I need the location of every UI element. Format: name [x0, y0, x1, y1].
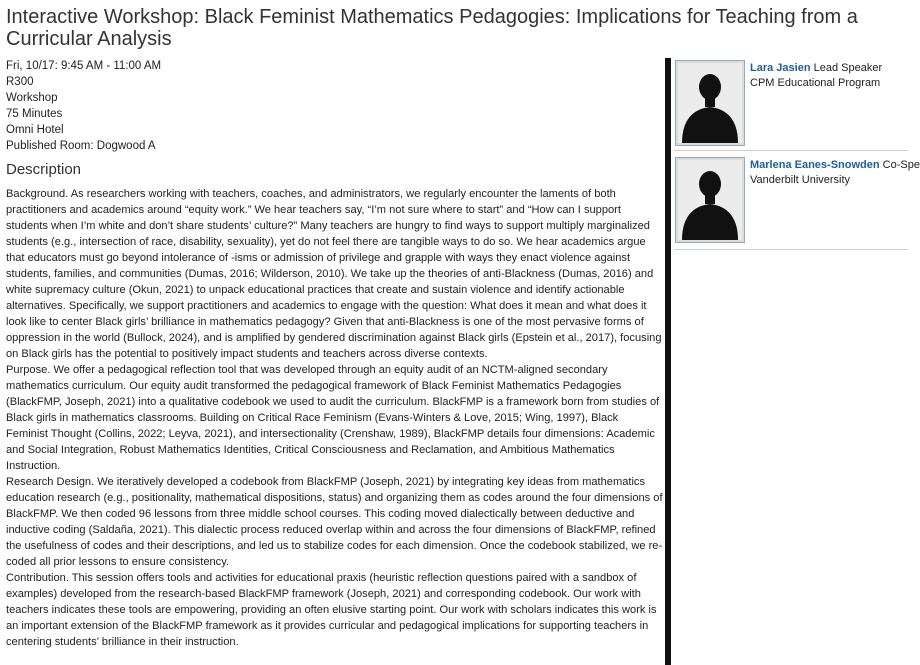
speaker-role: Lead Speaker	[813, 62, 883, 74]
speaker-name-link[interactable]: Lara Jasien	[750, 62, 811, 74]
column-divider	[665, 58, 671, 665]
session-published-room: Published Room: Dogwood A	[6, 140, 156, 152]
speaker-role: Co-Spe	[882, 159, 920, 171]
description-body	[6, 186, 663, 650]
speaker-info	[750, 61, 882, 91]
speaker-card	[674, 151, 920, 250]
description-heading: Description	[6, 161, 82, 178]
speaker-photo[interactable]	[675, 157, 745, 243]
description-paragraph-background: Background. As researchers working with teachers, coaches, and administrators, we regularly encounter the laments of both practitioners and academics around “equity work.” We hear teachers say, “I’m not sure where to start” and “How can I support students when I’m white and don’t share students’ culture?” Many teachers are hungry to find ways to support multiply marginalized students (e.g., intersection of race, disability, sexuality), yet do not feel there are tangible ways to do so. We hear academics argue that educators must go beyond intolerance of -isms or admission of privilege and grapple with ways they enact violence against students, families, and communities (Dumas, 2016; Wilderson, 2010). We take up the theories of anti-Blackness (Dumas, 2016) and white supremacy culture (Okun, 2021) to unpack educational practices that create and sustain violence and identify actionable alternatives. Specifically, we support practitioners and academics to engage with the question: What does it mean and what does it look like to center Black girls’ brilliance in mathematics pedagogy? Given that anti-Blackness is one of the most pervasive forms of oppression in the world (Bullock, 2024), and is amplified by gendered discrimination against Black girls (Epstein et al., 2017), focusing on Black girls has the potential to positively impact students and teachers across diverse contexts.	[6, 188, 662, 360]
session-venue: Omni Hotel	[6, 124, 64, 136]
description-paragraph-research-design: Research Design. We iteratively developed a codebook from BlackFMP (Joseph, 2021) by integrating key ideas from mathematics education research (e.g., positionality, mathematical dispositions, status) and organizing them as codes around the four dimensions of BlackFMP. We then coded 96 lessons from three middle school courses. This coding moved dialectically between deductive and inductive coding (Saldaña, 2021). This dialectic process reduced overlap within and across the four dimensions of BlackFMP, refined the usefulness of codes and their descriptions, and led us to stabilize codes for each dimension. Once the codebook stabilized, we re-coded all prior lessons to ensure consistency.	[6, 476, 663, 568]
speaker-organization: Vanderbilt University	[750, 174, 851, 186]
session-details	[6, 58, 161, 154]
page-title: Interactive Workshop: Black Feminist Mathematics Pedagogies: Implications for Teaching from a Curricular Analysis	[6, 6, 858, 50]
speaker-card	[674, 58, 908, 151]
speaker-photo[interactable]	[675, 60, 745, 146]
speaker-list	[674, 58, 920, 250]
description-paragraph-purpose: Purpose. We offer a pedagogical reflection tool that was developed through an equity audit of an NCTM-aligned secondary mathematics curriculum. Our equity audit transformed the pedagogical framework of Black Feminist Mathematics Pedagogies (BlackFMP, Joseph, 2021) into a qualitative codebook we used to audit the curriculum. BlackFMP is a framework born from studies of Black girls in mathematics classrooms. Building on Critical Race Feminism (Evans-Winters & Love, 2015; Wing, 1997), Black Feminist Thought (Collins, 2022; Leyva, 2021), and intersectionality (Crenshaw, 1989), BlackFMP details four dimensions: Academic and Social Integration, Robust Mathematics Identities, Critical Consciousness and Reclamation, and Ambitious Mathematics Instruction.	[6, 364, 660, 472]
description-paragraph-contribution: Contribution. This session offers tools and activities for educational praxis (heuristic reflection questions paired with a sandbox of examples) developed from the research-based BlackFMP framework (Joseph, 2021) and corresponding codebook. Our work with teachers indicates these tools are empowering, providing an often elusive starting point. Our work with scholars indicates this work is an important extension of the BlackFMP framework as it provides curricular and pedagogical implications for supporting teachers in centering students’ brilliance in their instruction.	[6, 572, 657, 648]
speaker-organization: CPM Educational Program	[750, 77, 881, 89]
session-datetime: Fri, 10/17: 9:45 AM - 11:00 AM	[6, 60, 162, 72]
session-room-code: R300	[6, 76, 34, 88]
person-silhouette-icon	[678, 63, 742, 143]
speaker-info	[750, 158, 920, 188]
session-type: Workshop	[6, 92, 58, 104]
session-duration: 75 Minutes	[6, 108, 63, 120]
person-silhouette-icon	[678, 160, 742, 240]
speaker-name-link[interactable]: Marlena Eanes-Snowden	[750, 159, 880, 171]
